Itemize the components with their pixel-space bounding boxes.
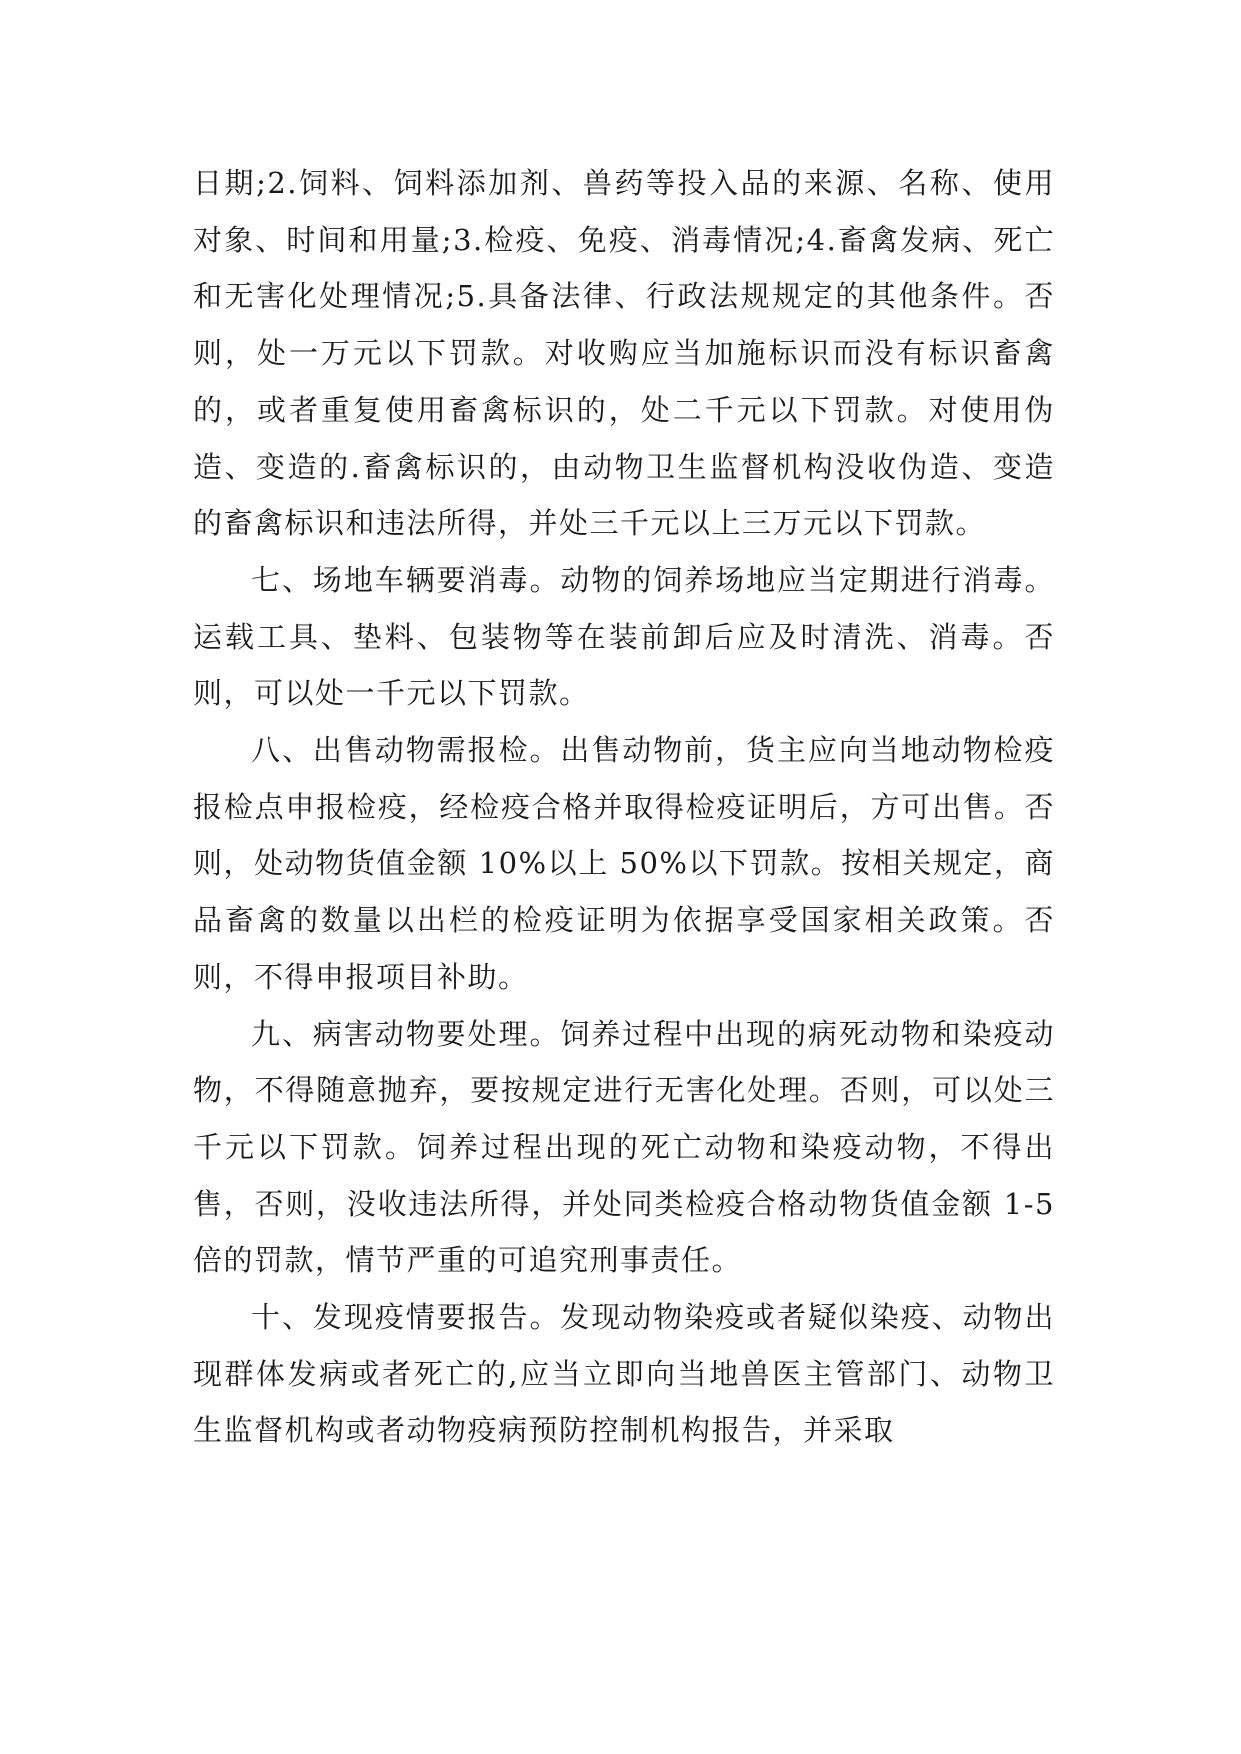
paragraph-section-7: 七、场地车辆要消毒。动物的饲养场地应当定期进行消毒。运载工具、垫料、包装物等在装前卸后应及时清洗、消毒。否则，可以处一千元以下罚款。 xyxy=(193,562,1055,711)
paragraph-section-10: 十、发现疫情要报告。发现动物染疫或者疑似染疫、动物出现群体发病或者死亡的,应当立即向当地兽医主管部门、动物卫生监督机构或者动物疫病预防控制机构报告，并采取 xyxy=(193,1300,1055,1448)
body-text xyxy=(193,155,1055,1459)
paragraph-section-9: 九、病害动物要处理。饲养过程中出现的病死动物和染疫动物，不得随意抛弃，要按规定进行无害化处理。否则，可以处三千元以下罚款。饲养过程出现的死亡动物和染疫动物，不得出售，否则，没收违法所得，并处同类检疫合格动物货值金额 1-5 倍的罚款，情节严重的可追究刑事责任。 xyxy=(193,1016,1055,1278)
paragraph-continuation: 日期;2.饲料、饲料添加剂、兽药等投入品的来源、名称、使用对象、时间和用量;3.检疫、免疫、消毒情况;4.畜禽发病、死亡和无害化处理情况;5.具备法律、行政法规规定的其他条件。否则，处一万元以下罚款。对收购应当加施标识而没有标识畜禽的，或者重复使用畜禽标识的，处二千元以下罚款。对使用伪造、变造的.畜禽标识的，由动物卫生监督机构没收伪造、变造的畜禽标识和违法所得，并处三千元以上三万元以下罚款。 xyxy=(193,166,1055,541)
paragraph-section-8: 八、出售动物需报检。出售动物前，货主应向当地动物检疫报检点申报检疫，经检疫合格并取得检疫证明后，方可出售。否则，处动物货值金额 10%以上 50%以下罚款。按相关规定，商品畜禽的数量以出栏的检疫证明为依据享受国家相关政策。否则，不得申报项目补助。 xyxy=(193,733,1055,994)
